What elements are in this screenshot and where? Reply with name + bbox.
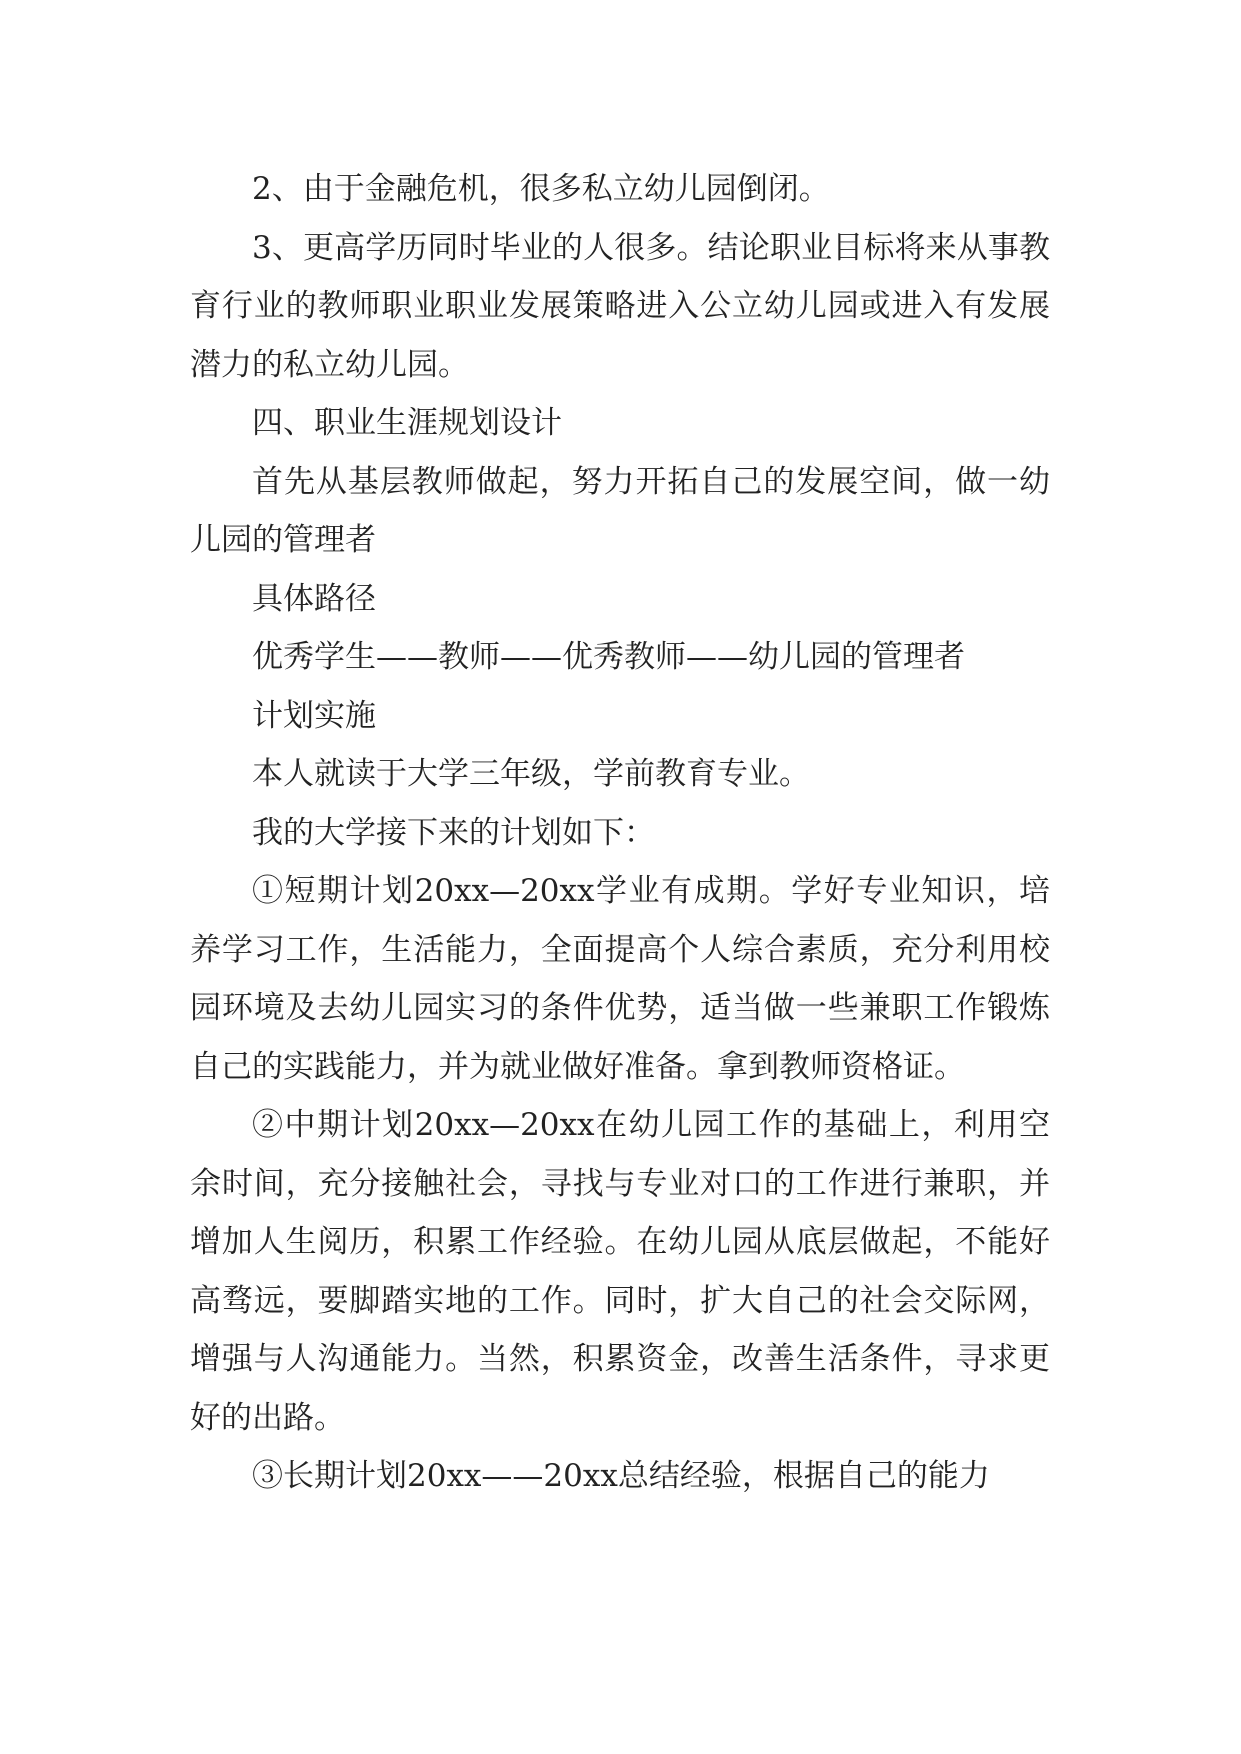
subheading-implementation: 计划实施 (252, 697, 376, 734)
paragraph-self-intro: 本人就读于大学三年级，学前教育专业。 (252, 756, 810, 792)
paragraph-plan-intro: 我的大学接下来的计划如下： (252, 814, 655, 851)
paragraph-path-steps: 优秀学生——教师——优秀教师——幼儿园的管理者 (252, 639, 965, 675)
paragraph-short-term-plan: ①短期计划20xx—20xx学业有成期。学好专业知识，培养学习工作，生活能力，全面提高个人综合素质，充分利用校园环境及去幼儿园实习的条件优势，适当做一些兼职工作锻炼自己的实践能力，并为就业做好准备。拿到教师资格证。 (190, 873, 1050, 1085)
paragraph-career-start: 首先从基层教师做起，努力开拓自己的发展空间，做一幼儿园的管理者 (190, 463, 1050, 558)
paragraph-long-term-plan: ③长期计划20xx——20xx总结经验，根据自己的能力 (252, 1458, 990, 1494)
document-body (190, 160, 1050, 1506)
subheading-path: 具体路径 (252, 580, 376, 617)
paragraph-item-3-conclusion: 3、更高学历同时毕业的人很多。结论职业目标将来从事教育行业的教师职业职业发展策略进入公立幼儿园或进入有发展潜力的私立幼儿园。 (190, 229, 1050, 383)
section-heading-career-plan: 四、职业生涯规划设计 (252, 405, 562, 441)
paragraph-item-2: 2、由于金融危机，很多私立幼儿园倒闭。 (252, 171, 830, 207)
paragraph-mid-term-plan: ②中期计划20xx—20xx在幼儿园工作的基础上，利用空余时间，充分接触社会，寻找与专业对口的工作进行兼职，并增加人生阅历，积累工作经验。在幼儿园从底层做起，不能好高骛远，要脚踏实地的工作。同时，扩大自己的社会交际网，增强与人沟通能力。当然，积累资金，改善生活条件，寻求更好的出路。 (190, 1107, 1050, 1436)
